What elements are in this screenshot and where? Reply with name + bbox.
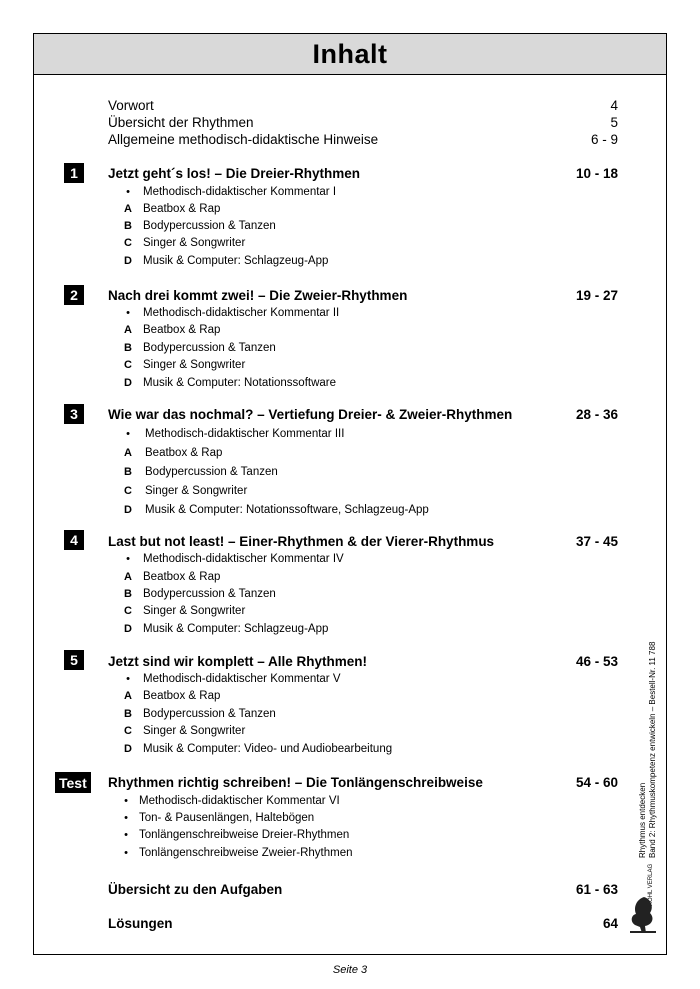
chapter-title: Rhythmen richtig schreiben! – Die Tonlängenschreibweise <box>108 775 483 790</box>
intro-pages: 5 <box>610 115 618 130</box>
item-marker: B <box>124 466 132 478</box>
list-item: Singer & Songwriter <box>143 725 246 737</box>
list-item: Musik & Computer: Video- und Audiobearbeitung <box>143 743 393 755</box>
item-marker: A <box>124 203 132 215</box>
item-marker: A <box>124 690 132 702</box>
list-item: Singer & Songwriter <box>143 605 246 617</box>
item-marker: C <box>124 485 132 497</box>
item-marker: A <box>124 571 132 583</box>
chapter-number-badge: 3 <box>64 404 84 424</box>
item-marker: D <box>124 743 132 755</box>
item-marker: C <box>124 237 132 249</box>
chapter-title: Last but not least! – Einer-Rhythmen & der Vierer-Rhythmus <box>108 534 495 549</box>
item-marker: C <box>124 359 132 371</box>
item-marker: D <box>124 377 132 389</box>
list-item: Beatbox & Rap <box>145 447 223 459</box>
list-item: Methodisch-didaktischer Kommentar II <box>143 307 340 319</box>
item-marker: B <box>124 708 132 720</box>
list-item: Beatbox & Rap <box>143 571 221 583</box>
publisher-logo-icon <box>628 895 658 935</box>
page-number-footer: Seite 3 <box>332 964 368 976</box>
intro-pages: 6 - 9 <box>590 132 618 147</box>
chapter-title: Jetzt geht´s los! – Die Dreier-Rhythmen <box>108 166 361 181</box>
list-item: Bodypercussion & Tanzen <box>143 588 276 600</box>
title-bar <box>34 34 666 75</box>
list-item: Musik & Computer: Notationssoftware, Schlagzeug-App <box>145 504 429 516</box>
item-marker: D <box>124 623 132 635</box>
item-marker: D <box>124 504 132 516</box>
list-item: Tonlängenschreibweise Dreier-Rhythmen <box>139 829 350 841</box>
chapter-pages: 37 - 45 <box>575 534 618 549</box>
chapter-pages: 28 - 36 <box>575 407 618 422</box>
bullet-marker: • <box>126 553 130 565</box>
list-item: Beatbox & Rap <box>143 203 221 215</box>
chapter-number-badge: 1 <box>64 163 84 183</box>
chapter-title: Nach drei kommt zwei! – Die Zweier-Rhythmen <box>108 288 408 303</box>
item-marker: B <box>124 342 132 354</box>
list-item: Musik & Computer: Schlagzeug-App <box>143 255 329 267</box>
publisher-name: KOHL VERLAG <box>648 863 654 906</box>
chapter-title: Jetzt sind wir komplett – Alle Rhythmen! <box>108 654 368 669</box>
intro-label: Vorwort <box>108 98 154 113</box>
bullet-marker: • <box>124 795 128 807</box>
bullet-marker: • <box>126 307 130 319</box>
item-marker: C <box>124 605 132 617</box>
bullet-marker: • <box>126 673 130 685</box>
list-item: Singer & Songwriter <box>143 359 246 371</box>
solutions-title: Lösungen <box>108 916 173 931</box>
item-marker: A <box>124 324 132 336</box>
chapter-pages: 10 - 18 <box>575 166 618 181</box>
list-item: Bodypercussion & Tanzen <box>143 708 276 720</box>
chapter-number-badge: 5 <box>64 650 84 670</box>
intro-label: Übersicht der Rhythmen <box>108 115 254 130</box>
chapter-number-badge: 4 <box>64 530 84 550</box>
item-marker: D <box>124 255 132 267</box>
list-item: Methodisch-didaktischer Kommentar V <box>143 673 341 685</box>
list-item: Bodypercussion & Tanzen <box>143 220 276 232</box>
item-marker: B <box>124 220 132 232</box>
chapter-title: Wie war das nochmal? – Vertiefung Dreier- & Zweier-Rhythmen <box>108 407 513 422</box>
bullet-marker: • <box>124 812 128 824</box>
page-title: Inhalt <box>312 38 388 69</box>
list-item: Methodisch-didaktischer Kommentar III <box>145 428 345 440</box>
test-badge: Test <box>55 772 91 793</box>
list-item: Beatbox & Rap <box>143 324 221 336</box>
intro-label: Allgemeine methodisch-didaktische Hinweise <box>108 132 379 147</box>
chapter-pages: 19 - 27 <box>575 288 618 303</box>
solutions-pages: 64 <box>602 916 618 931</box>
list-item: Methodisch-didaktischer Kommentar I <box>143 186 337 198</box>
list-item: Beatbox & Rap <box>143 690 221 702</box>
list-item: Bodypercussion & Tanzen <box>145 466 278 478</box>
bullet-marker: • <box>124 847 128 859</box>
side-series-title: Rhythmus entdecken <box>638 782 647 858</box>
list-item: Singer & Songwriter <box>145 485 248 497</box>
list-item: Methodisch-didaktischer Kommentar VI <box>139 795 340 807</box>
item-marker: C <box>124 725 132 737</box>
side-volume-info: Band 2: Rhythmuskompetenz entwickeln – Bestell-Nr. 11 788 <box>648 641 657 858</box>
overview-pages: 61 - 63 <box>575 882 618 897</box>
chapter-pages: 46 - 53 <box>575 654 618 669</box>
bullet-marker: • <box>126 428 130 440</box>
overview-title: Übersicht zu den Aufgaben <box>108 882 283 897</box>
item-marker: B <box>124 588 132 600</box>
list-item: Musik & Computer: Schlagzeug-App <box>143 623 329 635</box>
intro-pages: 4 <box>610 98 618 113</box>
list-item: Ton- & Pausenlängen, Haltebögen <box>139 812 315 824</box>
list-item: Singer & Songwriter <box>143 237 246 249</box>
list-item: Methodisch-didaktischer Kommentar IV <box>143 553 344 565</box>
chapter-number-badge: 2 <box>64 285 84 305</box>
bullet-marker: • <box>124 829 128 841</box>
bullet-marker: • <box>126 186 130 198</box>
list-item: Tonlängenschreibweise Zweier-Rhythmen <box>139 847 353 859</box>
item-marker: A <box>124 447 132 459</box>
chapter-pages: 54 - 60 <box>575 775 618 790</box>
list-item: Musik & Computer: Notationssoftware <box>143 377 337 389</box>
list-item: Bodypercussion & Tanzen <box>143 342 276 354</box>
